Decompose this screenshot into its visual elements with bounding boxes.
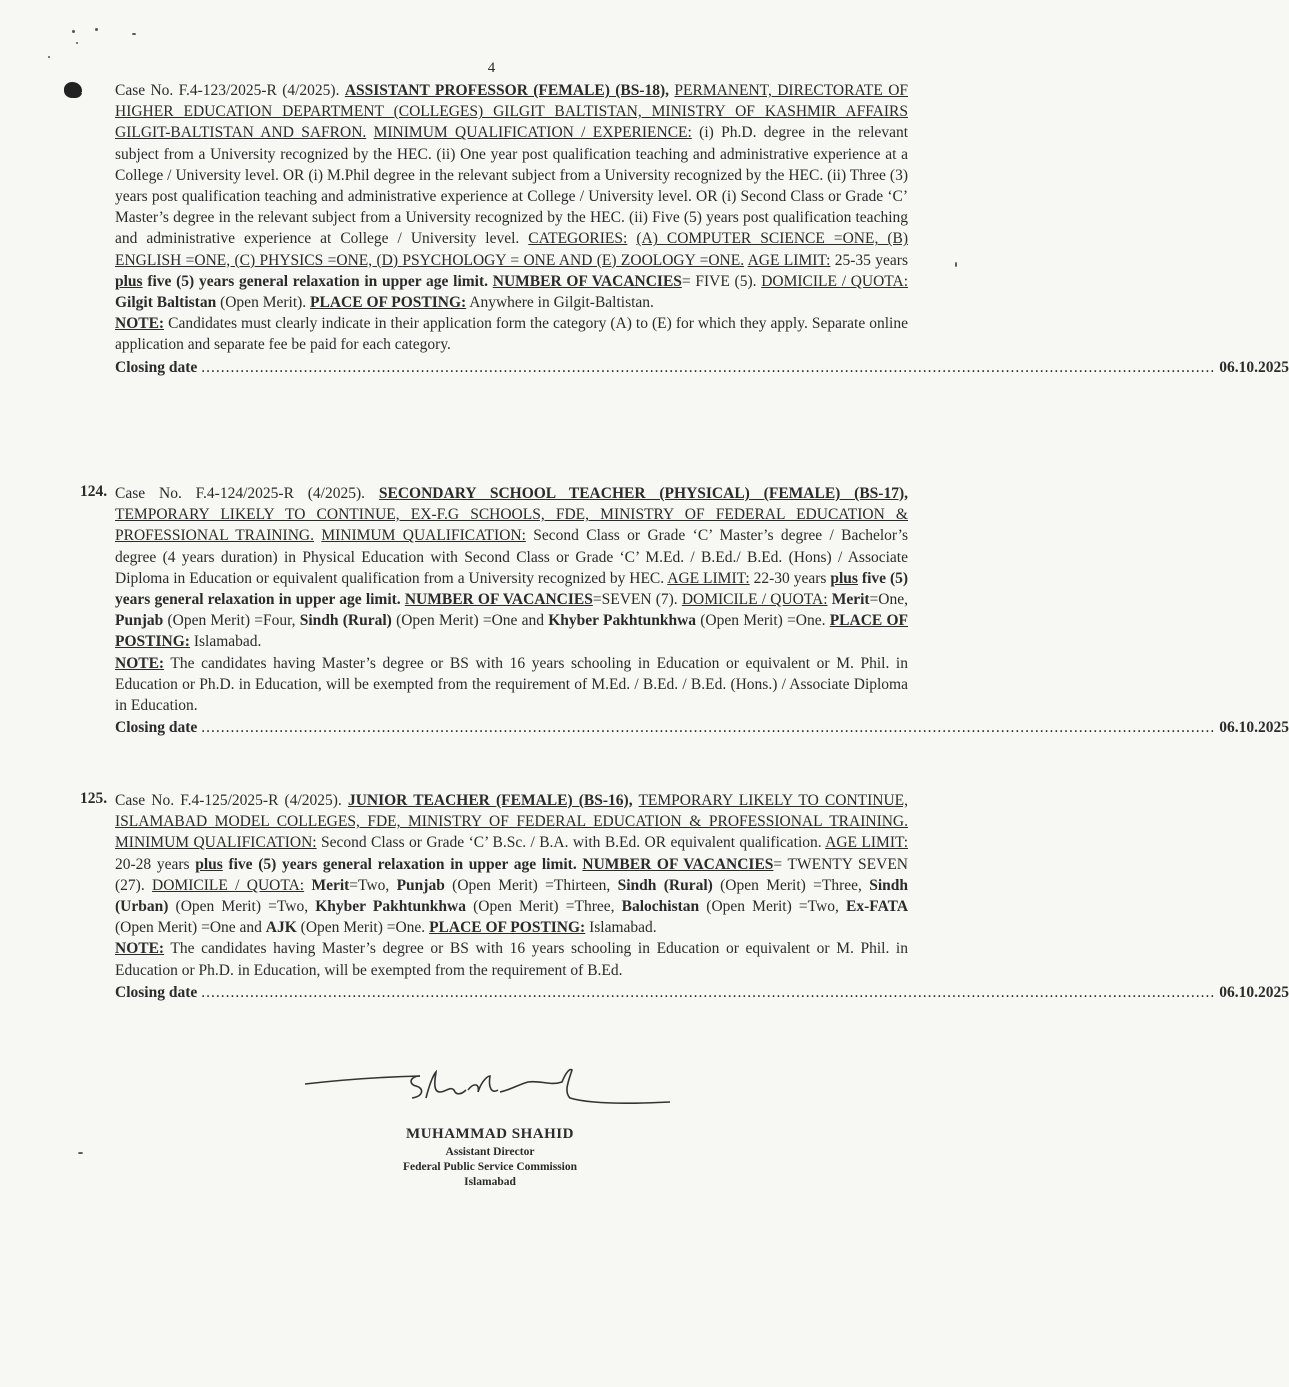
leader-dots: ................................................................................................................................................................................................................ xyxy=(201,719,1216,737)
qualification-label: MINIMUM QUALIFICATION: xyxy=(115,834,317,852)
case-body xyxy=(115,483,1289,738)
relaxation-text: five (5) years general relaxation in upper age limit. xyxy=(147,272,489,290)
age-limit-text: 22-30 years xyxy=(753,569,827,587)
quota-region: Punjab xyxy=(115,612,164,630)
closing-date: 06.10.2025 xyxy=(1219,719,1289,737)
place-text: Islamabad. xyxy=(193,633,262,651)
scan-speck xyxy=(955,262,957,267)
case-no: Case No. F.4-123/2025-R (4/2025). xyxy=(115,82,340,99)
quota-count: (Open Merit) =One. xyxy=(696,612,830,630)
handwritten-signature xyxy=(300,1062,680,1122)
post-title: JUNIOR TEACHER (FEMALE) (BS-16), xyxy=(347,792,633,809)
signatory-title: Assistant Director xyxy=(445,1146,535,1158)
place-text: Islamabad. xyxy=(589,919,657,937)
categories-label: CATEGORIES: xyxy=(528,230,628,248)
closing-label: Closing date xyxy=(115,358,198,376)
signatory-name: MUHAMMAD SHAHID xyxy=(406,1126,574,1142)
domicile-label: DOMICILE / QUOTA: xyxy=(152,876,305,894)
age-limit-label: AGE LIMIT: xyxy=(825,834,909,852)
signatory-organization: Federal Public Service Commission xyxy=(402,1161,578,1173)
quota-count: (Open Merit) =Two, xyxy=(168,898,316,916)
quota-region: Punjab xyxy=(396,876,445,894)
quota-count: (Open Merit) =Three, xyxy=(465,898,622,916)
quota-region: Merit xyxy=(831,591,870,609)
plus-word: plus xyxy=(830,569,858,587)
quota-region: Khyber Pakhtunkhwa xyxy=(315,898,466,916)
quota-count: =Two, xyxy=(349,876,397,894)
department: TEMPORARY LIKELY TO CONTINUE, ISLAMABAD MODEL COLLEGES, FDE, MINISTRY OF FEDERAL EDUCATION & PROFESSIONAL TRAINING. xyxy=(115,792,908,831)
note-label: NOTE: xyxy=(115,315,165,333)
note-text: The candidates having Master’s degree or BS with 16 years schooling in Education or equivalent or M. Phil. in Education or Ph.D. in Education, will be exempted from the requirement of B.Ed. xyxy=(115,940,908,979)
case-body xyxy=(115,80,1289,378)
quota-region: AJK xyxy=(265,919,297,937)
case-no: Case No. F.4-124/2025-R (4/2025). xyxy=(115,485,366,502)
place-label: PLACE OF POSTING: xyxy=(429,919,586,937)
domicile-label: DOMICILE / QUOTA: xyxy=(761,272,909,290)
post-title: SECONDARY SCHOOL TEACHER (PHYSICAL) (FEMALE) (BS-17), xyxy=(378,485,909,502)
vacancies-label: NUMBER OF VACANCIES xyxy=(404,591,593,609)
place-label: PLACE OF POSTING: xyxy=(310,294,467,312)
domicile-text: (Open Merit). xyxy=(220,294,307,312)
signatory-city: Islamabad xyxy=(464,1176,516,1188)
note-text: Candidates must clearly indicate in their application form the category (A) to (E) for which they apply. Separate online application and separate fee be paid for each category. xyxy=(115,315,908,354)
quota-region: Khyber Pakhtunkhwa xyxy=(548,612,697,630)
note-label: NOTE: xyxy=(115,940,165,958)
quota-count: (Open Merit) =One. xyxy=(296,919,430,937)
vacancies-text: = FIVE (5). xyxy=(681,272,757,290)
case-number: 124. xyxy=(80,483,108,500)
leader-dots: ................................................................................................................................................................................................................ xyxy=(201,983,1216,1001)
quota-region: Merit xyxy=(311,876,350,894)
closing-date-row xyxy=(115,357,1289,378)
note xyxy=(115,653,908,717)
age-limit-label: AGE LIMIT: xyxy=(747,251,831,269)
age-limit-text: 25-35 years xyxy=(834,251,908,269)
case-number: 123. xyxy=(80,80,108,97)
closing-date-row xyxy=(115,982,1289,1003)
case-125 xyxy=(80,790,1289,1003)
scan-speck xyxy=(72,30,75,33)
plus-word: plus xyxy=(115,272,143,290)
scan-speck xyxy=(95,28,98,31)
categories-text: (A) COMPUTER SCIENCE =ONE, (B) ENGLISH =ONE, (C) PHYSICS =ONE, (D) PSYCHOLOGY = ONE AND (E) ZOOLOGY =ONE. xyxy=(115,230,908,269)
quota-region: Sindh (Rural) xyxy=(299,612,392,630)
quota-region: Ex-FATA xyxy=(846,898,909,916)
page-number: 4 xyxy=(487,60,496,76)
quota-region: Balochistan xyxy=(621,898,700,916)
vacancies-label: NUMBER OF VACANCIES xyxy=(582,855,774,873)
case-123 xyxy=(80,80,1289,378)
qualification-text: (i) Ph.D. degree in the relevant subject from a University recognized by the HEC. (ii) One year post qualification teaching and administrative experience at a College / University level. OR (i) M.Phil degree in the relevant subject from a University recognized by the HEC. (ii) Three (3) years post qualification teaching and administrative experience at College / University level. OR (i) Second Class or Grade ‘C’ Master’s degree in the relevant subject from a University recognized by the HEC. (ii) Five (5) years post qualification teaching and administrative experience at College / University level. xyxy=(115,124,909,248)
post-title: ASSISTANT PROFESSOR (FEMALE) (BS-18), xyxy=(344,82,670,99)
qualification-text: Second Class or Grade ‘C’ Master’s degree / Bachelor’s degree (4 years duration) in Physical Education with Second Class or Grade ‘C’ M.Ed. / B.Ed./ B.Ed. (Hons) / Associate Diploma in Education or equivalent qualification from a University recognized by HEC. xyxy=(115,527,909,587)
quota-count: (Open Merit) =Three, xyxy=(712,876,870,894)
relaxation-text: five (5) years general relaxation in upper age limit. xyxy=(228,855,577,873)
note xyxy=(115,313,908,355)
qualification-label: MINIMUM QUALIFICATION: xyxy=(321,527,526,545)
note-label: NOTE: xyxy=(115,654,165,672)
place-text: Anywhere in Gilgit-Baltistan. xyxy=(469,294,654,312)
quota-count: (Open Merit) =Thirteen, xyxy=(444,876,618,894)
qualification-text: Second Class or Grade ‘C’ B.Sc. / B.A. with B.Ed. OR equivalent qualification. xyxy=(321,834,822,852)
case-124 xyxy=(80,483,1289,738)
department: TEMPORARY LIKELY TO CONTINUE, EX-F.G SCHOOLS, FDE, MINISTRY OF FEDERAL EDUCATION & PROFESSIONAL TRAINING. xyxy=(115,506,908,545)
case-body xyxy=(115,790,1289,1003)
closing-label: Closing date xyxy=(115,983,198,1001)
closing-date: 06.10.2025 xyxy=(1219,983,1289,1001)
scan-speck xyxy=(76,42,78,44)
place-label: PLACE OF POSTING: xyxy=(115,612,908,651)
quota-region: Sindh (Rural) xyxy=(617,876,713,894)
note-text: The candidates having Master’s degree or BS with 16 years schooling in Education or equivalent or M. Phil. in Education or Ph.D. in Education, will be exempted from the requirement of M.Ed. / B.Ed. / B.Ed. (Hons.) / Associate Diploma in Education. xyxy=(115,654,908,715)
quota-region: Sindh (Urban) xyxy=(115,876,909,916)
case-no: Case No. F.4-125/2025-R (4/2025). xyxy=(115,792,342,809)
signature-block xyxy=(300,1062,680,1202)
quota-count: (Open Merit) =One and xyxy=(115,919,266,937)
quota-count: =One, xyxy=(869,591,908,609)
vacancies-text: =SEVEN (7). xyxy=(592,591,678,609)
case-number: 125. xyxy=(80,790,108,807)
vacancies-label: NUMBER OF VACANCIES xyxy=(492,272,682,290)
note xyxy=(115,938,908,980)
domicile-region: Gilgit Baltistan xyxy=(115,294,217,312)
scan-speck xyxy=(78,1152,83,1154)
plus-word: plus xyxy=(195,855,223,873)
quota-count: (Open Merit) =Two, xyxy=(699,898,847,916)
quota-count: (Open Merit) =One and xyxy=(391,612,549,630)
closing-label: Closing date xyxy=(115,719,198,737)
quota-count: (Open Merit) =Four, xyxy=(163,612,300,630)
scan-speck xyxy=(132,33,136,35)
department: PERMANENT, DIRECTORATE OF HIGHER EDUCATION DEPARTMENT (COLLEGES) GILGIT BALTISTAN, MINISTRY OF KASHMIR AFFAIRS GILGIT-BALTISTAN AND SAFRON. xyxy=(115,82,909,142)
scan-speck xyxy=(48,56,50,58)
vacancies-text: = TWENTY SEVEN (27). xyxy=(115,855,909,894)
leader-dots: ................................................................................................................................................................................................................ xyxy=(201,358,1216,376)
closing-date-row xyxy=(115,717,1289,738)
age-limit-label: AGE LIMIT: xyxy=(667,569,750,587)
qualification-label: MINIMUM QUALIFICATION / EXPERIENCE: xyxy=(373,124,692,142)
relaxation-text: five (5) years general relaxation in upper age limit. xyxy=(115,569,909,609)
domicile-label: DOMICILE / QUOTA: xyxy=(681,591,828,609)
age-limit-text: 20-28 years xyxy=(115,855,190,873)
closing-date: 06.10.2025 xyxy=(1219,358,1289,376)
